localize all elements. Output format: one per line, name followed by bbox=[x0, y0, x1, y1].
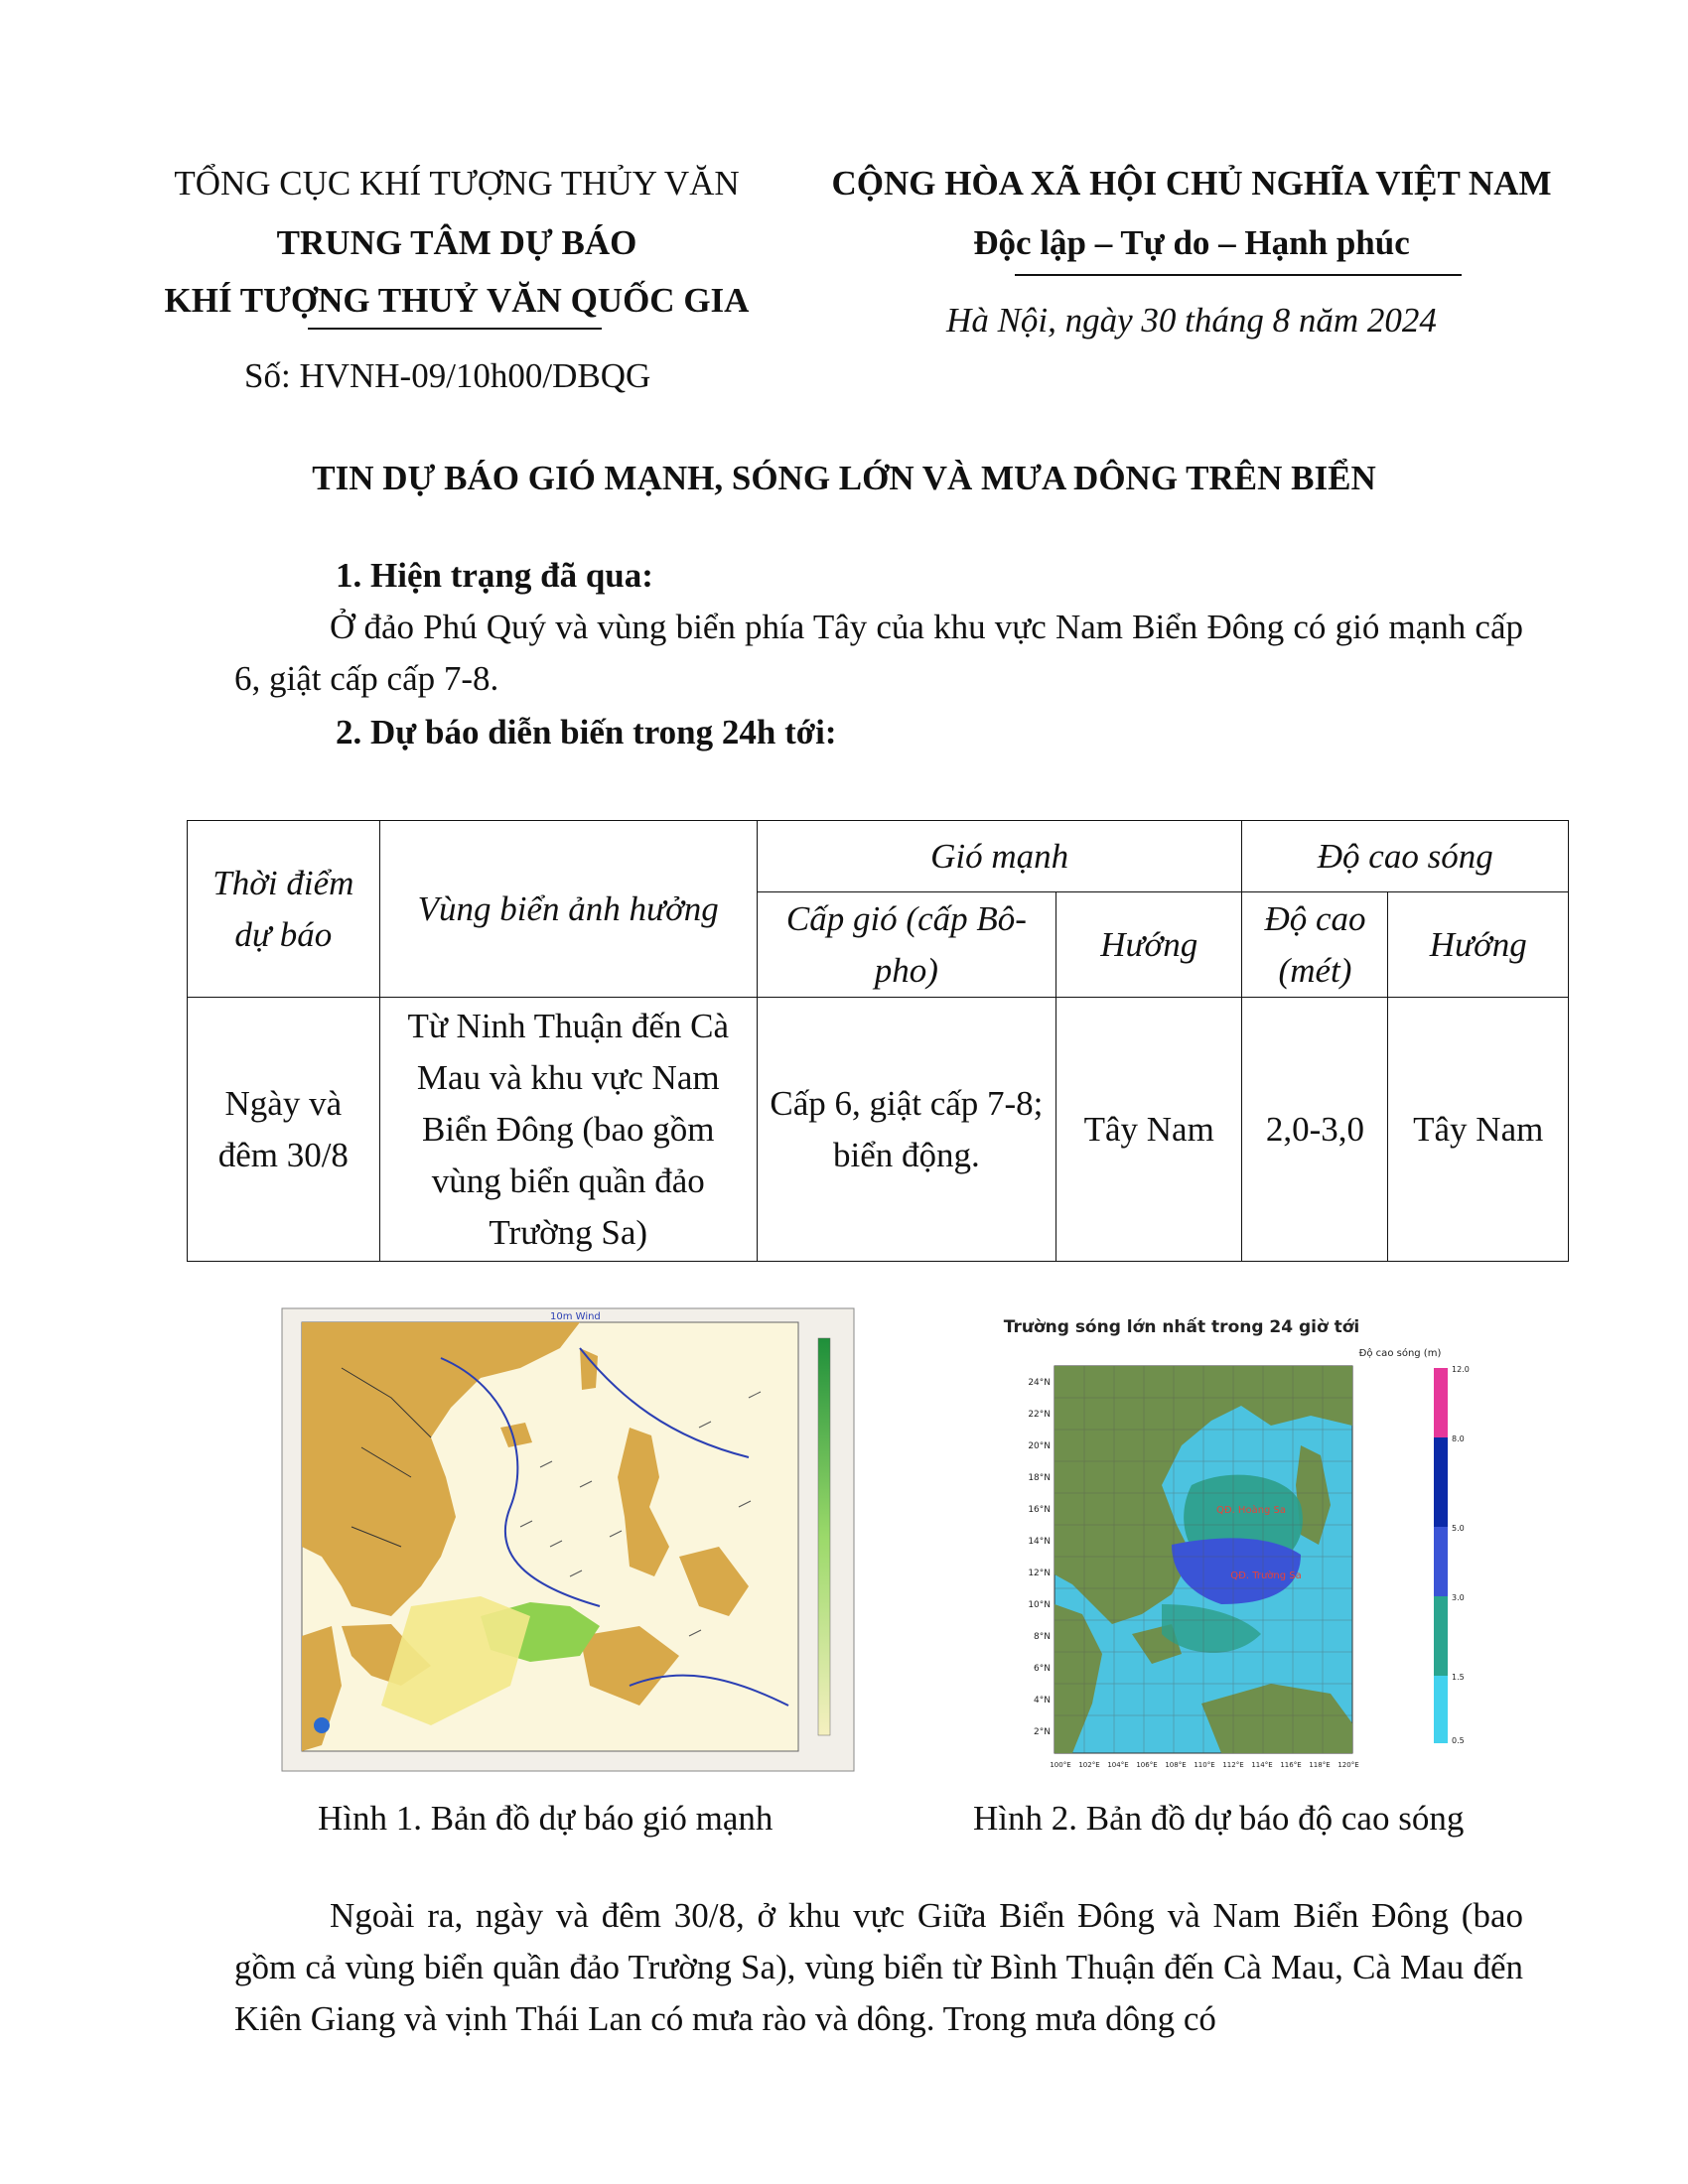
figure1-caption: Hình 1. Bản đồ dự báo gió mạnh bbox=[318, 1799, 774, 1838]
lat-label: 8°N bbox=[1034, 1632, 1051, 1642]
header-wind-level: Cấp gió (cấp Bô-pho) bbox=[757, 892, 1055, 998]
forecast-table bbox=[187, 820, 1569, 1262]
lat-label: 4°N bbox=[1034, 1696, 1051, 1706]
table-row bbox=[188, 998, 1569, 1262]
lat-label: 16°N bbox=[1028, 1505, 1051, 1515]
header-wind-direction: Hướng bbox=[1055, 892, 1242, 998]
wind-map-title: 10m Wind bbox=[550, 1311, 601, 1322]
lon-label: 102°E bbox=[1078, 1761, 1100, 1769]
label-truong-sa: QĐ. Trường Sa bbox=[1230, 1570, 1302, 1581]
cell-wave-height: 2,0-3,0 bbox=[1242, 998, 1388, 1262]
cell-wave-direction: Tây Nam bbox=[1388, 998, 1569, 1262]
republic-name: CỘNG HÒA XÃ HỘI CHỦ NGHĨA VIỆT NAM bbox=[831, 164, 1552, 203]
closing-paragraph: Ngoài ra, ngày và đêm 30/8, ở khu vực Giữa Biển Đông và Nam Biển Đông (bao gồm cả vùng biển quần đảo Trường Sa), vùng biển từ Bình Thuận đến Cà Mau, Cà Mau đến Kiên Giang và vịnh Thái Lan có mưa rào và dông. Trong mưa dông có bbox=[234, 1896, 1523, 2038]
wind-forecast-map bbox=[282, 1308, 854, 1771]
lat-label: 22°N bbox=[1028, 1410, 1051, 1420]
legend-value: 8.0 bbox=[1452, 1434, 1465, 1443]
header-strong-wind: Gió mạnh bbox=[757, 821, 1242, 892]
national-motto: Độc lập – Tự do – Hạnh phúc bbox=[973, 223, 1410, 262]
wave-legend-title: Độ cao sóng (m) bbox=[1358, 1348, 1442, 1359]
legend-value: 5.0 bbox=[1452, 1524, 1465, 1533]
lat-label: 2°N bbox=[1034, 1727, 1051, 1737]
motto-underline bbox=[1015, 274, 1462, 276]
lat-label: 20°N bbox=[1028, 1441, 1051, 1451]
lat-label: 24°N bbox=[1028, 1378, 1051, 1388]
figure2-caption: Hình 2. Bản đồ dự báo độ cao sóng bbox=[973, 1799, 1465, 1838]
lon-label: 116°E bbox=[1280, 1761, 1302, 1769]
header-wave-height: Độ cao sóng bbox=[1242, 821, 1569, 892]
lat-label: 10°N bbox=[1028, 1600, 1051, 1610]
legend-swatch bbox=[1434, 1437, 1448, 1527]
document-number: Số: HVNH-09/10h00/DBQG bbox=[244, 356, 651, 395]
lon-label: 106°E bbox=[1136, 1761, 1158, 1769]
center-name-line1: TRUNG TÂM DỰ BÁO bbox=[276, 223, 637, 262]
legend-swatch bbox=[1434, 1596, 1448, 1676]
section1-body: Ở đảo Phú Quý và vùng biển phía Tây của khu vực Nam Biển Đông có gió mạnh cấp 6, giật cấp cấp 7-8. bbox=[234, 608, 1523, 698]
cell-forecast-time: Ngày và đêm 30/8 bbox=[188, 998, 380, 1262]
legend-swatch bbox=[1434, 1676, 1448, 1743]
legend-value: 3.0 bbox=[1452, 1593, 1465, 1602]
lat-label: 6°N bbox=[1034, 1664, 1051, 1674]
lon-label: 104°E bbox=[1107, 1761, 1129, 1769]
cell-affected-area: Từ Ninh Thuận đến Cà Mau và khu vực Nam Biển Đông (bao gồm vùng biển quần đảo Trường Sa) bbox=[379, 998, 757, 1262]
header-wave-height-m: Độ cao (mét) bbox=[1242, 892, 1388, 998]
lon-label: 118°E bbox=[1309, 1761, 1331, 1769]
section1-heading: 1. Hiện trạng đã qua: bbox=[336, 556, 653, 595]
header-affected-area: Vùng biển ảnh hưởng bbox=[379, 821, 757, 998]
lon-label: 120°E bbox=[1337, 1761, 1359, 1769]
cell-wind-level: Cấp 6, giật cấp 7-8; biển động. bbox=[757, 998, 1055, 1262]
legend-swatch bbox=[1434, 1527, 1448, 1596]
lat-label: 18°N bbox=[1028, 1473, 1051, 1483]
legend-value: 1.5 bbox=[1452, 1673, 1465, 1682]
lat-label: 12°N bbox=[1028, 1569, 1051, 1578]
agency-name: TỔNG CỤC KHÍ TƯỢNG THỦY VĂN bbox=[174, 164, 740, 203]
wave-map-title: Trường sóng lớn nhất trong 24 giờ tới bbox=[1003, 1317, 1360, 1337]
header-forecast-time: Thời điểm dự báo bbox=[188, 821, 380, 998]
lon-label: 114°E bbox=[1251, 1761, 1273, 1769]
legend-value: 12.0 bbox=[1452, 1365, 1470, 1374]
section2-heading: 2. Dự báo diễn biến trong 24h tới: bbox=[336, 713, 837, 751]
lon-label: 100°E bbox=[1050, 1761, 1071, 1769]
header-wave-direction: Hướng bbox=[1388, 892, 1569, 998]
lon-label: 112°E bbox=[1222, 1761, 1244, 1769]
lat-label: 14°N bbox=[1028, 1537, 1051, 1547]
place-date: Hà Nội, ngày 30 tháng 8 năm 2024 bbox=[946, 301, 1437, 340]
legend-swatch bbox=[1434, 1368, 1448, 1437]
document-title: TIN DỰ BÁO GIÓ MẠNH, SÓNG LỚN VÀ MƯA DÔNG TRÊN BIỂN bbox=[312, 459, 1376, 497]
lon-label: 108°E bbox=[1165, 1761, 1187, 1769]
wave-forecast-map bbox=[1003, 1306, 1470, 1777]
center-name-line2: KHÍ TƯỢNG THUỶ VĂN QUỐC GIA bbox=[164, 281, 750, 320]
lon-label: 110°E bbox=[1194, 1761, 1215, 1769]
header-left-underline bbox=[308, 328, 602, 330]
label-hoang-sa: QĐ. Hoàng Sa bbox=[1215, 1505, 1287, 1516]
cell-wind-direction: Tây Nam bbox=[1055, 998, 1242, 1262]
legend-value: 0.5 bbox=[1452, 1736, 1465, 1745]
